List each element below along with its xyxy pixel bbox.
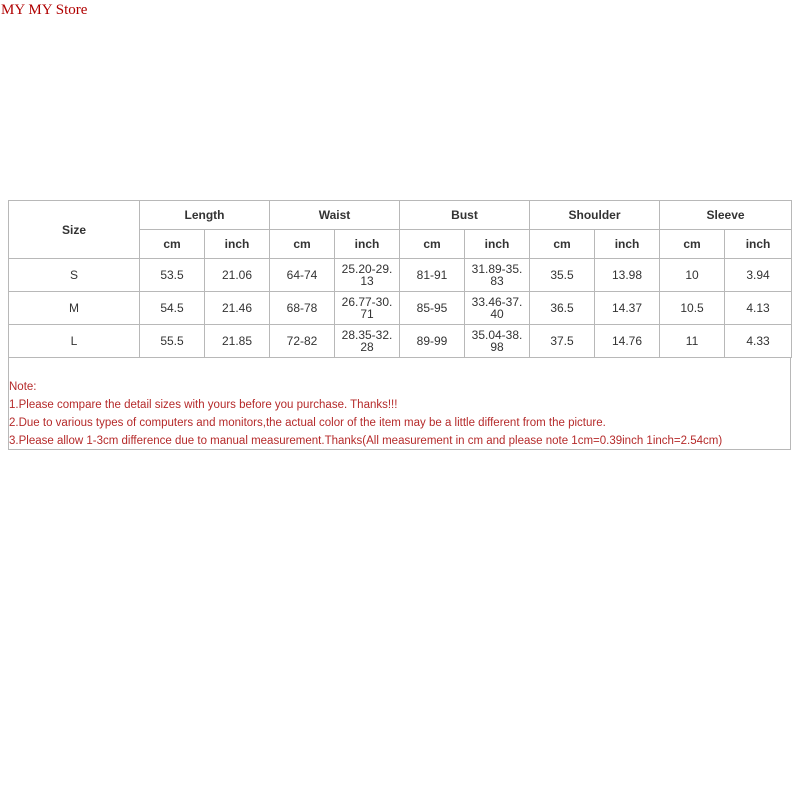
note-line: 2.Due to various types of computers and monitors,the actual color of the item may be a little different from the picture. (9, 417, 606, 429)
table-cell: 64-74 (270, 259, 335, 292)
table-cell: 36.5 (530, 292, 595, 325)
size-cell: M (9, 292, 140, 325)
group-header-sleeve: Sleeve (660, 201, 792, 230)
unit-header: cm (530, 230, 595, 259)
note-line: 3.Please allow 1-3cm difference due to manual measurement.Thanks(All measurement in cm and please note 1cm=0.39inch 1inch=2.54cm) (9, 435, 723, 447)
group-header-length: Length (140, 201, 270, 230)
table-cell: 81-91 (400, 259, 465, 292)
unit-header: inch (595, 230, 660, 259)
unit-header: inch (205, 230, 270, 259)
table-cell: 3.94 (725, 259, 792, 292)
table-cell: 14.76 (595, 325, 660, 358)
table-row (9, 325, 792, 358)
group-header-waist: Waist (270, 201, 400, 230)
table-cell: 21.85 (205, 325, 270, 358)
table-cell: 35.04-38. 98 (465, 325, 530, 358)
table-cell: 13.98 (595, 259, 660, 292)
table-cell: 11 (660, 325, 725, 358)
store-name[interactable]: MY MY Store (1, 2, 88, 18)
table-header-groups (9, 201, 792, 230)
size-cell: L (9, 325, 140, 358)
table-row (9, 259, 792, 292)
table-cell: 21.46 (205, 292, 270, 325)
table-cell: 35.5 (530, 259, 595, 292)
table-cell: 31.89-35. 83 (465, 259, 530, 292)
table-row (9, 292, 792, 325)
unit-header: inch (725, 230, 792, 259)
table-cell: 72-82 (270, 325, 335, 358)
unit-header: inch (465, 230, 530, 259)
table-cell: 14.37 (595, 292, 660, 325)
table-cell: 10 (660, 259, 725, 292)
unit-header: cm (140, 230, 205, 259)
table-cell: 10.5 (660, 292, 725, 325)
table-cell: 55.5 (140, 325, 205, 358)
table-cell: 26.77-30. 71 (335, 292, 400, 325)
note-line: 1.Please compare the detail sizes with yours before you purchase. Thanks!!! (9, 399, 398, 411)
notes-title: Note: (9, 381, 37, 393)
unit-header: cm (400, 230, 465, 259)
table-cell: 25.20-29. 13 (335, 259, 400, 292)
table-cell: 33.46-37. 40 (465, 292, 530, 325)
notes-section (8, 358, 791, 450)
size-table (8, 200, 792, 358)
table-cell: 53.5 (140, 259, 205, 292)
group-header-shoulder: Shoulder (530, 201, 660, 230)
table-cell: 89-99 (400, 325, 465, 358)
table-cell: 21.06 (205, 259, 270, 292)
table-cell: 37.5 (530, 325, 595, 358)
table-cell: 4.33 (725, 325, 792, 358)
size-column-header: Size (9, 201, 140, 259)
table-cell: 4.13 (725, 292, 792, 325)
table-cell: 54.5 (140, 292, 205, 325)
table-cell: 28.35-32. 28 (335, 325, 400, 358)
size-chart (8, 200, 792, 450)
size-cell: S (9, 259, 140, 292)
group-header-bust: Bust (400, 201, 530, 230)
unit-header: cm (270, 230, 335, 259)
unit-header: inch (335, 230, 400, 259)
unit-header: cm (660, 230, 725, 259)
table-cell: 68-78 (270, 292, 335, 325)
table-cell: 85-95 (400, 292, 465, 325)
